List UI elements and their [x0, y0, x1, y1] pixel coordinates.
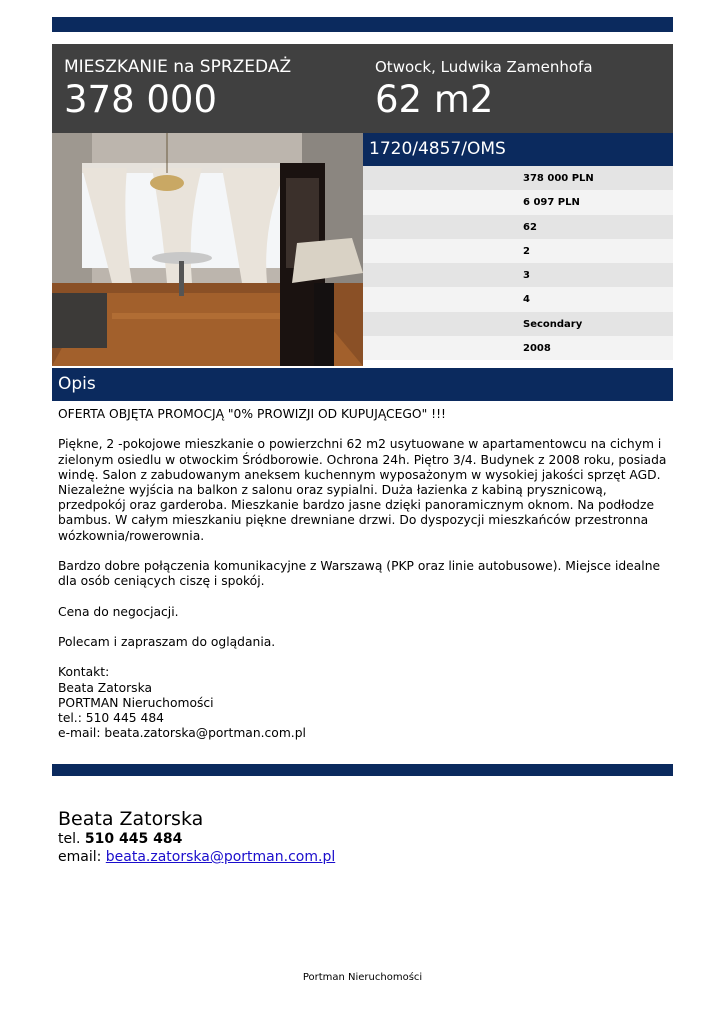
agent-phone: 510 445 484: [84, 831, 183, 847]
contact-heading: Kontakt:: [58, 665, 110, 680]
transport-text: Bardzo dobre połączenia komunikacyjne z Warszawą (PKP oraz linie autobusowe). Miejsce idealne dla osób ceniących ciszę i spokój.: [58, 559, 661, 589]
description-body: Piękne, 2 -pokojowe mieszkanie o powierzchni 62 m2 usytuowane w apartamentowcu na cichym i zielonym osiedlu w otwockim Śródborowie. Ochrona 24h. Piętro 3/4. Budynek z 2008 roku, posiada windę. Salon z zabudowanym aneksem kuchennym wyposażonym w wysokiej jakości sprzęt AGD. Niezależne wyjścia na balkon z salonu oraz sypialni. Duża łazienka z kabiną prysznicową, przedpokój oraz garderoba. Mieszkanie bardzo jasne dzięki panoramicznym oknom. Na podłodze bambus. W całym mieszkaniu piękne drewniane drzwi. Do dyspozycji mieszkańców przestronna wózkownia/rowerownia.: [58, 437, 667, 543]
agent-email-label: email:: [58, 849, 102, 865]
detail-value: 3: [523, 270, 530, 282]
footer-company: Portman Nieruchomości: [302, 972, 423, 983]
agent-phone-label: tel.: [58, 831, 81, 847]
agent-email-link[interactable]: beata.zatorska@portman.com.pl: [105, 849, 336, 865]
top-accent-bar: [52, 17, 673, 32]
apartment-photo: [52, 133, 363, 366]
detail-row: [363, 239, 673, 263]
agent-email-line: [58, 848, 335, 866]
detail-row: [363, 263, 673, 287]
description-header: [52, 368, 673, 401]
contact-phone: tel.: 510 445 484: [58, 710, 164, 725]
detail-row: [363, 166, 673, 190]
location: Otwock, Ludwika Zamenhofa: [375, 58, 593, 76]
listing-header: [52, 44, 673, 133]
price-block: [64, 56, 291, 122]
price: 378 000: [64, 78, 218, 121]
contact-company: PORTMAN Nieruchomości: [58, 695, 214, 710]
detail-value: 2: [523, 245, 530, 257]
detail-value: 62: [523, 221, 537, 233]
details-table: [363, 166, 673, 360]
negotiation-text: Cena do negocjacji.: [58, 604, 179, 619]
detail-value: 378 000 PLN: [523, 173, 594, 184]
invite-text: Polecam i zapraszam do oglądania.: [58, 634, 276, 649]
detail-row: [363, 190, 673, 214]
location-block: [375, 56, 593, 122]
agent-phone-line: [58, 830, 335, 848]
description-heading: Opis: [58, 374, 96, 394]
reference-number: 1720/4857/OMS: [369, 139, 506, 159]
agent-name: Beata Zatorska: [58, 808, 204, 830]
detail-row: [363, 215, 673, 239]
living-room-image: [52, 133, 363, 366]
contact-name: Beata Zatorska: [58, 680, 153, 695]
promo-text: OFERTA OBJĘTA PROMOCJĄ "0% PROWIZJI OD KUPUJĄCEGO" !!!: [58, 407, 446, 421]
detail-row: [363, 312, 673, 336]
area: 62 m2: [375, 78, 494, 121]
detail-row: [363, 336, 673, 360]
contact-email: e-mail: beata.zatorska@portman.com.pl: [58, 726, 306, 741]
description-text: [58, 407, 670, 741]
detail-row: [363, 287, 673, 311]
detail-value: 4: [523, 294, 530, 306]
offer-type: MIESZKANIE na SPRZEDAŻ: [64, 57, 292, 77]
detail-value: Secondary: [523, 318, 583, 330]
detail-value: 6 097 PLN: [523, 197, 580, 209]
bottom-accent-bar: [52, 764, 673, 776]
agent-card: [58, 808, 335, 866]
detail-value: 2008: [523, 343, 551, 355]
reference-bar: [363, 133, 673, 166]
